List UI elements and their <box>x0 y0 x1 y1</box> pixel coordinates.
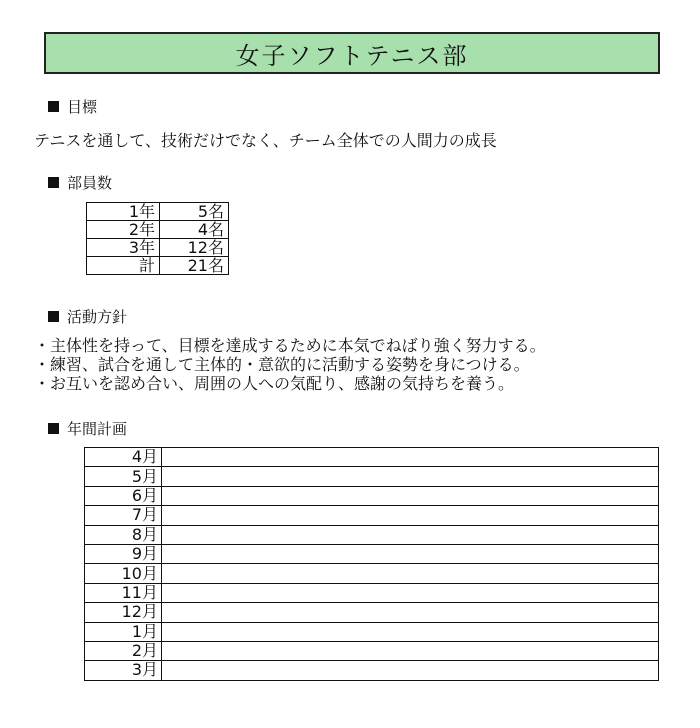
members-heading <box>48 172 112 193</box>
plan-entry-cell <box>162 525 659 544</box>
month-cell: 6月 <box>85 486 162 505</box>
month-cell: 2月 <box>85 641 162 660</box>
month-cell: 8月 <box>85 525 162 544</box>
table-row <box>85 525 659 544</box>
table-row <box>85 506 659 525</box>
plan-entry-cell <box>162 583 659 602</box>
policy-heading <box>48 306 127 327</box>
plan-entry-cell <box>162 603 659 622</box>
plan-entry-cell <box>162 467 659 486</box>
grade-cell: 3年 <box>87 239 160 257</box>
month-cell: 11月 <box>85 583 162 602</box>
plan-entry-cell <box>162 661 659 680</box>
plan-entry-cell <box>162 564 659 583</box>
page-title: 女子ソフトテニス部 <box>235 41 469 70</box>
plan-entry-cell <box>162 622 659 641</box>
table-row <box>85 448 659 467</box>
month-cell: 12月 <box>85 603 162 622</box>
square-bullet-icon <box>48 177 59 188</box>
page-title-box <box>44 32 660 74</box>
goal-text: テニスを通して、技術だけでなく、チーム全体での人間力の成長 <box>34 131 497 150</box>
table-row <box>85 583 659 602</box>
square-bullet-icon <box>48 311 59 322</box>
total-count-cell: 21名 <box>160 257 229 275</box>
month-cell: 10月 <box>85 564 162 583</box>
table-row <box>85 622 659 641</box>
table-row <box>85 564 659 583</box>
table-row <box>87 239 229 257</box>
plan-entry-cell <box>162 544 659 563</box>
policy-heading-label: 活動方針 <box>67 308 128 326</box>
table-row <box>85 603 659 622</box>
grade-cell: 2年 <box>87 221 160 239</box>
month-cell: 1月 <box>85 622 162 641</box>
members-heading-label: 部員数 <box>67 174 113 192</box>
square-bullet-icon <box>48 101 59 112</box>
month-cell: 3月 <box>85 661 162 680</box>
goal-heading-label: 目標 <box>67 98 98 116</box>
table-row <box>85 486 659 505</box>
month-cell: 4月 <box>85 448 162 467</box>
table-row <box>85 661 659 680</box>
plan-entry-cell <box>162 641 659 660</box>
square-bullet-icon <box>48 423 59 434</box>
month-cell: 5月 <box>85 467 162 486</box>
table-row <box>87 203 229 221</box>
policy-item: ・練習、試合を通して主体的・意欲的に活動する姿勢を身につける。 <box>34 355 530 374</box>
plan-entry-cell <box>162 486 659 505</box>
plan-entry-cell <box>162 506 659 525</box>
plan-entry-cell <box>162 448 659 467</box>
count-cell: 5名 <box>160 203 229 221</box>
table-row <box>87 221 229 239</box>
count-cell: 12名 <box>160 239 229 257</box>
annual-plan-table <box>84 447 659 681</box>
policy-item: ・お互いを認め合い、周囲の人への気配り、感謝の気持ちを養う。 <box>34 374 515 393</box>
plan-heading <box>48 418 127 439</box>
table-row <box>87 257 229 275</box>
grade-cell: 1年 <box>87 203 160 221</box>
total-label-cell: 計 <box>87 257 160 275</box>
policy-item: ・主体性を持って、目標を達成するために本気でねばり強く努力する。 <box>34 336 546 355</box>
table-row <box>85 544 659 563</box>
members-table <box>86 202 229 275</box>
policy-list <box>34 336 546 393</box>
goal-heading <box>48 96 97 117</box>
table-row <box>85 467 659 486</box>
count-cell: 4名 <box>160 221 229 239</box>
plan-heading-label: 年間計画 <box>67 420 128 438</box>
month-cell: 7月 <box>85 506 162 525</box>
month-cell: 9月 <box>85 544 162 563</box>
table-row <box>85 641 659 660</box>
